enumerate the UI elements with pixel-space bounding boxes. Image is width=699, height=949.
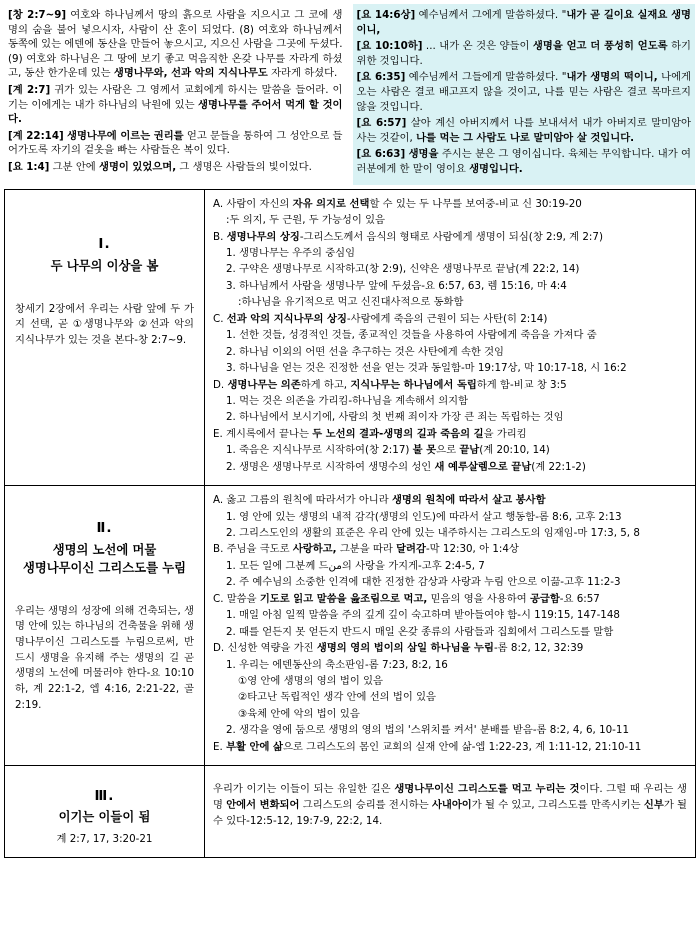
outline-point: E. 부활 안에 삶으로 그리스도의 몸인 교회의 실재 안에 삶-엡 1:22-23, 계 1:11-12, 21:10-11 (213, 740, 642, 753)
section-2-title-line: 생명나무이신 그리스도를 누림 (23, 560, 186, 575)
scripture-verse: [계 22:14] 생명나무에 이르는 권리를 얻고 문들을 통하여 그 성안으로 들어가도록 자기의 겉옷을 빠는 사람들은 복이 있다. (8, 129, 343, 157)
section-2-body: 우리는 생명의 성장에 의해 건축되는, 생명 안에 있는 하나님의 건축물을 위해 생명나무이신 그리스도를 누림으로써, 반드시 생명을 유지해 주는 생명의 길 곧 생명의 노선에 머물러야 한다-요 10:10하, 계 22:1-2, 엡 4:16, 2:21-22, 골 2:19. (15, 604, 194, 711)
section-3-left (5, 766, 205, 858)
outline-point: 1. 매일 아침 일찍 말씀을 주의 깊게 깊이 숙고하며 받아들여야 함-시 119:15, 147-148 (226, 609, 620, 622)
outline-point: ①영 안에 생명의 영의 법이 있음 (238, 674, 383, 687)
outline-point: ②타고난 독립적인 생각 안에 선의 법이 있음 (238, 691, 436, 704)
outline-point: ③육체 안에 악의 법이 있음 (238, 707, 360, 720)
scripture-verse: [요 6:57] 살아 계신 아버지께서 나를 보내셔서 내가 아버지로 말미암아 사는 것같이, 나를 먹는 그 사람도 나로 말미암아 살 것입니다. (356, 117, 691, 144)
outline-point: :하나님을 유기적으로 먹고 신진대사적으로 동화함 (238, 296, 464, 309)
outline-point: B. 주님을 극도로 사랑하고, 그분을 따라 달려감-막 12:30, 아 1:4상 (213, 543, 519, 556)
scripture-verse: [계 2:7] 귀가 있는 사람은 그 영께서 교회에게 하시는 말씀을 들어라. 이기는 이에게는 내가 하나님의 낙원에 있는 생명나무를 주어서 먹게 할 것이다. (8, 84, 343, 126)
section-3-paragraphs (205, 766, 695, 841)
table-row (5, 486, 696, 766)
scripture-verse: [요 6:63] 생명을 주시는 분은 그 영이십니다. 육체는 무익합니다. 내가 여러분에게 한 말이 영이요 생명입니다. (356, 148, 691, 176)
outline-point: 3. 하나님께서 사람을 생명나무 앞에 두셨음-요 6:57, 63, 렘 15:16, 마 4:4 (226, 279, 567, 292)
section-1-left (5, 189, 205, 485)
outline-point: 1. 선한 것들, 성경적인 것들, 종교적인 것들을 사용하여 사람에게 죽음을 가져다 줌 (226, 329, 597, 342)
outline-point: :두 의지, 두 근원, 두 가능성이 있음 (226, 214, 385, 227)
section-1-title: 두 나무의 이상을 봄 (50, 258, 159, 273)
outline-point: 2. 하나님 이외의 어떤 선을 추구하는 것은 사탄에게 속한 것임 (226, 345, 505, 358)
section-2-points (205, 486, 695, 765)
scripture-verse: [요 14:6상] 예수님께서 그에게 말씀하셨다. "내가 곧 길이요 실재요 생명이니, (356, 9, 691, 36)
outline-point: B. 생명나무의 상징-그리스도께서 음식의 형태로 사람에게 생명이 되심(창 2:9, 계 2:7) (213, 230, 603, 243)
outline-point: 2. 생명은 생명나무로 시작하여 생명수의 성인 새 예루살렘으로 끝남(계 22:1-2) (226, 460, 586, 473)
outline-point: A. 사람이 자신의 자유 의지로 선택할 수 있는 두 나무를 보여중-비교 신 30:19-20 (213, 197, 582, 210)
outline-point: D. 생명나무는 의존하게 하고, 지식나무는 하나님에서 독립하게 함-비교 창 3:5 (213, 378, 567, 391)
outline-point: 2. 구약은 생명나무로 시작하고(창 2:9), 신약은 생명나무로 끝남(계 22:2, 14) (226, 263, 580, 276)
section-1-roman: I. (98, 235, 111, 252)
outline-point: 2. 생각을 영에 둠으로 생명의 영의 법의 '스위치를 켜서' 분배를 받음-롬 8:2, 4, 6, 10-11 (226, 724, 629, 737)
scripture-panel (4, 4, 695, 185)
scripture-verse: [요 1:4] 그분 안에 생명이 있었으며, 그 생명은 사람들의 빛이었다. (8, 161, 312, 174)
section-2-right (205, 486, 696, 766)
outline-point: 2. 그리스도인의 생활의 표준은 우리 안에 있는 내주하시는 그리스도의 임재임-마 17:3, 5, 8 (226, 527, 640, 540)
outline-table (4, 189, 696, 858)
outline-point: 1. 죽음은 지식나무로 시작하여(창 2:17) 불 못으로 끝남(계 20:10, 14) (226, 444, 550, 457)
outline-point: 1. 생명나무는 우주의 중심임 (226, 247, 356, 260)
outline-point: A. 옳고 그름의 원칙에 따라서가 아니라 생명의 원칙에 따라서 살고 봉사함 (213, 494, 546, 507)
section-paragraph: 우리가 이기는 이들이 되는 유일한 길은 생명나무이신 그리스도를 먹고 누리는 것이다. 그럴 때 우리는 생명 안에서 변화되어 그리스도의 승리를 전시하는 사내아이가 될 수 있고, 그리스도를 만족시키는 신부가 될 수 있다-12:5-12, 19:7-9, 22:2, 14. (213, 783, 688, 828)
section-3-title: 이기는 이들이 됨 (58, 810, 151, 825)
section-2-roman: Ⅱ. (96, 520, 113, 537)
scripture-verse: [요 10:10하] ... 내가 온 것은 양들이 생명을 얻고 더 풍성히 얻도록 하기 위한 것입니다. (356, 40, 692, 67)
section-2-title-line: 생명의 노선에 머물 (52, 543, 157, 558)
outline-point: C. 말씀을 기도로 읽고 말씀을 읊조림으로 먹고, 믿음의 영을 사용하여 공급함-요 6:57 (213, 592, 600, 605)
outline-point: D. 신성한 역량을 가진 생명의 영의 법이의 삼일 하나님을 누림-롬 8:2, 12, 32:39 (213, 642, 584, 655)
scripture-column-right (353, 4, 696, 185)
outline-point: 2. 주 예수님의 소중한 인격에 대한 진정한 감상과 사랑과 누림 안으로 이끎-고후 11:2-3 (226, 576, 621, 589)
outline-point: 1. 영 안에 있는 생명의 내적 감각(생명의 인도)에 따라서 살고 행동함-롬 8:6, 고후 2:13 (226, 510, 622, 523)
section-3-subtitle: 계 2:7, 17, 3:20-21 (56, 832, 153, 845)
outline-point: 2. 때를 얻든지 못 얻든지 반드시 매일 온갖 종류의 사람들과 집회에서 그리스도를 말함 (226, 625, 614, 638)
scripture-column-left (4, 4, 347, 185)
scripture-verse: [요 6:35] 예수님께서 그들에게 말씀하셨다. "내가 생명의 떡이니, 나에게 오는 사람은 결코 배고프지 않을 것이고, 나를 믿는 사람은 결코 목마르지 않을 것입니다. (356, 71, 691, 113)
table-row (5, 766, 696, 858)
section-3-roman: Ⅲ. (94, 788, 115, 805)
section-3-right (205, 766, 696, 858)
outline-point: E. 계시록에서 끝나는 두 노선의 결과-생명의 길과 죽음의 길을 가리킴 (213, 427, 527, 440)
outline-point: C. 선과 악의 지식나무의 상징-사람에게 죽음의 근원이 되는 사탄(히 2:14) (213, 312, 548, 325)
section-1-body: 창세기 2장에서 우리는 사람 앞에 두 가지 선택, 곧 ①생명나무와 ②선과 악의 지식나무가 있는 것을 본다-창 2:7~9. (15, 302, 194, 346)
outline-point: 1. 모든 일에 그분께 드من의 사랑을 가지게-고후 2:4-5, 7 (226, 559, 485, 572)
section-1-right (205, 189, 696, 485)
scripture-verse: [창 2:7~9] 여호와 하나님께서 땅의 흙으로 사람을 지으시고 그 코에 생명의 숨을 불어 넣으시자, 사람이 산 혼이 되었다. (8) 여호와 하나님께서 동쪽에 있는 에덴에 동산을 만들어 놓으시고, 지으신 사람을 그곳에 두셨다. (9) 여호와 하나님은 그 땅에 보기 좋고 먹음직한 온갖 나무를 자라게 하셨고, 동산 한가운데 있는 생명나무와, 선과 악의 지식나무도 자라게 하셨다. (8, 9, 343, 80)
outline-point: 3. 하나님을 얻는 것은 진정한 선을 얻는 것과 동일함-마 19:17상, 막 10:17-18, 시 16:2 (226, 362, 627, 375)
table-row (5, 189, 696, 485)
section-2-title (15, 542, 194, 578)
section-1-points (205, 190, 695, 485)
outline-point: 1. 우리는 에덴동산의 축소판임-롬 7:23, 8:2, 16 (226, 658, 448, 671)
outline-point: 1. 먹는 것은 의존을 가리킴-하나님을 계속해서 의지함 (226, 394, 469, 407)
outline-point: 2. 하나님에서 보시기에, 사람의 첫 번째 죄이자 가장 큰 죄는 독립하는 것임 (226, 411, 564, 424)
section-2-left (5, 486, 205, 766)
